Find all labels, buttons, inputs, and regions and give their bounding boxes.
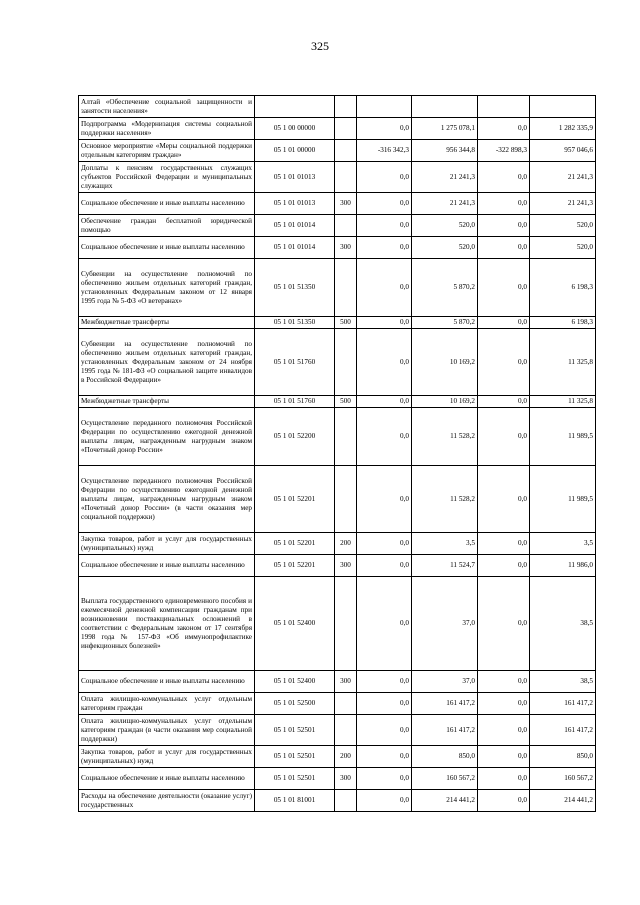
- row-code-cell: 05 1 01 52201: [255, 466, 335, 533]
- row-name-cell: Субвенции на осуществление полномочий по обеспечению жильем отдельных категорий граждан, установленных Федеральным законом от 24 ноября 1995 года № 181-ФЗ «О социальной защите инвалидов в Российской Федерации»: [79, 329, 255, 396]
- table-row: [79, 118, 596, 140]
- row-value-2-cell: 161 417,2: [412, 715, 478, 746]
- row-name-cell: Алтай «Обеспечение социальной защищенности и занятости населения»: [79, 96, 255, 118]
- table-row: [79, 215, 596, 237]
- row-value-1-cell: 0,0: [357, 577, 412, 671]
- row-value-3-cell: 0,0: [478, 790, 530, 812]
- row-code-cell: 05 1 01 52501: [255, 746, 335, 768]
- row-value-4-cell: 520,0: [530, 215, 596, 237]
- row-name-cell: Расходы на обеспечение деятельности (оказание услуг) государственных: [79, 790, 255, 812]
- table-row: [79, 259, 596, 317]
- row-value-3-cell: 0,0: [478, 693, 530, 715]
- row-value-1-cell: 0,0: [357, 466, 412, 533]
- row-code-cell: 05 1 01 01014: [255, 215, 335, 237]
- row-code-cell: 05 1 01 52201: [255, 533, 335, 555]
- row-name-cell: Социальное обеспечение и иные выплаты населению: [79, 237, 255, 259]
- table-row: [79, 555, 596, 577]
- row-value-1-cell: 0,0: [357, 162, 412, 193]
- table-row: [79, 693, 596, 715]
- row-value-4-cell: 214 441,2: [530, 790, 596, 812]
- row-value-3-cell: 0,0: [478, 408, 530, 466]
- row-value-4-cell: 21 241,3: [530, 162, 596, 193]
- row-value-1-cell: 0,0: [357, 790, 412, 812]
- row-value-1-cell: 0,0: [357, 259, 412, 317]
- table-row: [79, 790, 596, 812]
- row-vr-cell: [335, 715, 357, 746]
- row-vr-cell: 200: [335, 746, 357, 768]
- row-vr-cell: [335, 162, 357, 193]
- row-value-2-cell: 520,0: [412, 237, 478, 259]
- row-value-1-cell: 0,0: [357, 237, 412, 259]
- row-value-1-cell: -316 342,3: [357, 140, 412, 162]
- row-name-cell: Социальное обеспечение и иные выплаты населению: [79, 768, 255, 790]
- row-value-1-cell: 0,0: [357, 746, 412, 768]
- row-name-cell: Обеспечение граждан бесплатной юридической помощью: [79, 215, 255, 237]
- row-name-cell: Оплата жилищно-коммунальных услуг отдельным категориям граждан (в части оказания мер социальной поддержки): [79, 715, 255, 746]
- row-value-4-cell: 38,5: [530, 671, 596, 693]
- row-value-1-cell: 0,0: [357, 408, 412, 466]
- row-value-3-cell: 0,0: [478, 329, 530, 396]
- row-code-cell: 05 1 01 52400: [255, 671, 335, 693]
- row-code-cell: [255, 96, 335, 118]
- row-value-4-cell: 850,0: [530, 746, 596, 768]
- table-row: [79, 193, 596, 215]
- table-body: [79, 96, 596, 812]
- row-value-2-cell: 37,0: [412, 577, 478, 671]
- row-vr-cell: 300: [335, 768, 357, 790]
- row-value-3-cell: 0,0: [478, 555, 530, 577]
- row-value-4-cell: [530, 96, 596, 118]
- row-value-3-cell: 0,0: [478, 259, 530, 317]
- table-row: [79, 96, 596, 118]
- table-row: [79, 715, 596, 746]
- table-row: [79, 466, 596, 533]
- table-row: [79, 237, 596, 259]
- table-row: [79, 396, 596, 408]
- row-value-3-cell: 0,0: [478, 193, 530, 215]
- row-vr-cell: [335, 96, 357, 118]
- row-name-cell: Закупка товаров, работ и услуг для государственных (муниципальных) нужд: [79, 746, 255, 768]
- row-value-1-cell: [357, 96, 412, 118]
- row-name-cell: Осуществление переданного полномочия Российской Федерации по осуществлению ежегодной денежной выплаты лицам, награжденным нагрудным знаком «Почетный донор России» (в части оказания мер социальной поддержки): [79, 466, 255, 533]
- row-vr-cell: [335, 693, 357, 715]
- row-name-cell: Выплата государственного единовременного пособия и ежемесячной денежной компенсации гражданам при возникновении поствакцинальных осложнений в соответствии с Федеральным законом от 17 сентября 1998 года № 157-ФЗ «Об иммунопрофилактике инфекционных болезней»: [79, 577, 255, 671]
- row-value-2-cell: 11 528,2: [412, 466, 478, 533]
- row-value-4-cell: 161 417,2: [530, 715, 596, 746]
- row-value-1-cell: 0,0: [357, 329, 412, 396]
- row-value-2-cell: 956 344,8: [412, 140, 478, 162]
- row-value-3-cell: 0,0: [478, 577, 530, 671]
- row-name-cell: Социальное обеспечение и иные выплаты населению: [79, 193, 255, 215]
- row-value-3-cell: 0,0: [478, 162, 530, 193]
- row-value-4-cell: 3,5: [530, 533, 596, 555]
- row-value-2-cell: 11 528,2: [412, 408, 478, 466]
- row-value-3-cell: 0,0: [478, 118, 530, 140]
- row-value-1-cell: 0,0: [357, 768, 412, 790]
- row-value-4-cell: 6 198,3: [530, 259, 596, 317]
- row-value-4-cell: 161 417,2: [530, 693, 596, 715]
- table-row: [79, 408, 596, 466]
- row-vr-cell: 500: [335, 396, 357, 408]
- row-value-4-cell: 11 325,8: [530, 396, 596, 408]
- row-value-2-cell: 161 417,2: [412, 693, 478, 715]
- row-code-cell: 05 1 01 51760: [255, 329, 335, 396]
- row-value-4-cell: 11 325,8: [530, 329, 596, 396]
- row-vr-cell: 300: [335, 671, 357, 693]
- row-value-3-cell: 0,0: [478, 237, 530, 259]
- row-value-3-cell: 0,0: [478, 746, 530, 768]
- row-value-1-cell: 0,0: [357, 533, 412, 555]
- row-value-4-cell: 520,0: [530, 237, 596, 259]
- row-value-2-cell: 10 169,2: [412, 396, 478, 408]
- row-name-cell: Закупка товаров, работ и услуг для государственных (муниципальных) нужд: [79, 533, 255, 555]
- row-value-3-cell: 0,0: [478, 671, 530, 693]
- row-name-cell: Подпрограмма «Модернизация системы социальной поддержки населения»: [79, 118, 255, 140]
- row-code-cell: 05 1 01 52501: [255, 715, 335, 746]
- row-name-cell: Основное мероприятие «Меры социальной поддержки отдельным категориям граждан»: [79, 140, 255, 162]
- row-value-4-cell: 11 989,5: [530, 408, 596, 466]
- row-value-2-cell: 214 441,2: [412, 790, 478, 812]
- row-code-cell: 05 1 01 51760: [255, 396, 335, 408]
- row-value-4-cell: 38,5: [530, 577, 596, 671]
- table-row: [79, 533, 596, 555]
- row-value-1-cell: 0,0: [357, 215, 412, 237]
- row-value-3-cell: 0,0: [478, 396, 530, 408]
- row-value-2-cell: [412, 96, 478, 118]
- table-row: [79, 577, 596, 671]
- row-value-2-cell: 160 567,2: [412, 768, 478, 790]
- row-code-cell: 05 1 01 52400: [255, 577, 335, 671]
- row-vr-cell: [335, 790, 357, 812]
- row-code-cell: 05 1 00 00000: [255, 118, 335, 140]
- row-vr-cell: [335, 259, 357, 317]
- row-vr-cell: [335, 466, 357, 533]
- row-value-3-cell: 0,0: [478, 768, 530, 790]
- row-name-cell: Субвенции на осуществление полномочий по обеспечению жильем отдельных категорий граждан, установленных Федеральным законом от 12 января 1995 года № 5-ФЗ «О ветеранах»: [79, 259, 255, 317]
- row-value-1-cell: 0,0: [357, 396, 412, 408]
- row-value-3-cell: 0,0: [478, 317, 530, 329]
- row-name-cell: Межбюджетные трансферты: [79, 396, 255, 408]
- row-value-4-cell: 11 989,5: [530, 466, 596, 533]
- row-name-cell: Социальное обеспечение и иные выплаты населению: [79, 555, 255, 577]
- row-value-2-cell: 3,5: [412, 533, 478, 555]
- row-code-cell: 05 1 01 01013: [255, 162, 335, 193]
- row-value-3-cell: 0,0: [478, 466, 530, 533]
- row-code-cell: 05 1 01 01014: [255, 237, 335, 259]
- row-value-4-cell: 6 198,3: [530, 317, 596, 329]
- row-name-cell: Доплаты к пенсиям государственных служащих субъектов Российской Федерации и муниципальных служащих: [79, 162, 255, 193]
- page-number: 325: [311, 39, 329, 53]
- row-value-2-cell: 5 870,2: [412, 317, 478, 329]
- table-row: [79, 329, 596, 396]
- table-row: [79, 317, 596, 329]
- row-value-2-cell: 21 241,3: [412, 193, 478, 215]
- row-value-1-cell: 0,0: [357, 715, 412, 746]
- row-code-cell: 05 1 01 01013: [255, 193, 335, 215]
- row-code-cell: 05 1 01 52501: [255, 768, 335, 790]
- row-vr-cell: [335, 329, 357, 396]
- row-value-4-cell: 957 046,6: [530, 140, 596, 162]
- row-code-cell: 05 1 01 52200: [255, 408, 335, 466]
- row-value-2-cell: 1 275 078,1: [412, 118, 478, 140]
- row-code-cell: 05 1 01 81001: [255, 790, 335, 812]
- row-vr-cell: 300: [335, 193, 357, 215]
- table-row: [79, 162, 596, 193]
- row-vr-cell: 500: [335, 317, 357, 329]
- row-vr-cell: [335, 577, 357, 671]
- row-value-1-cell: 0,0: [357, 193, 412, 215]
- row-value-2-cell: 11 524,7: [412, 555, 478, 577]
- row-value-4-cell: 11 986,0: [530, 555, 596, 577]
- row-value-4-cell: 160 567,2: [530, 768, 596, 790]
- row-value-3-cell: 0,0: [478, 533, 530, 555]
- table-row: [79, 671, 596, 693]
- table-row: [79, 768, 596, 790]
- row-code-cell: 05 1 01 51350: [255, 317, 335, 329]
- row-code-cell: 05 1 01 52500: [255, 693, 335, 715]
- row-value-1-cell: 0,0: [357, 555, 412, 577]
- row-value-4-cell: 1 282 335,9: [530, 118, 596, 140]
- row-value-2-cell: 850,0: [412, 746, 478, 768]
- row-name-cell: Социальное обеспечение и иные выплаты населению: [79, 671, 255, 693]
- row-value-2-cell: 37,0: [412, 671, 478, 693]
- row-name-cell: Оплата жилищно-коммунальных услуг отдельным категориям граждан: [79, 693, 255, 715]
- budget-table: [78, 95, 596, 812]
- row-vr-cell: [335, 118, 357, 140]
- row-value-3-cell: 0,0: [478, 215, 530, 237]
- table-row: [79, 140, 596, 162]
- row-value-1-cell: 0,0: [357, 118, 412, 140]
- row-name-cell: Осуществление переданного полномочия Российской Федерации по осуществлению ежегодной денежной выплаты лицам, награжденным нагрудным знаком «Почетный донор России»: [79, 408, 255, 466]
- row-code-cell: 05 1 01 52201: [255, 555, 335, 577]
- row-vr-cell: 200: [335, 533, 357, 555]
- row-value-1-cell: 0,0: [357, 671, 412, 693]
- row-value-2-cell: 5 870,2: [412, 259, 478, 317]
- row-value-2-cell: 10 169,2: [412, 329, 478, 396]
- row-value-3-cell: -322 898,3: [478, 140, 530, 162]
- table-row: [79, 746, 596, 768]
- row-vr-cell: [335, 408, 357, 466]
- row-value-4-cell: 21 241,3: [530, 193, 596, 215]
- row-vr-cell: [335, 215, 357, 237]
- row-value-3-cell: [478, 96, 530, 118]
- row-code-cell: 05 1 01 00000: [255, 140, 335, 162]
- row-code-cell: 05 1 01 51350: [255, 259, 335, 317]
- row-vr-cell: 300: [335, 237, 357, 259]
- row-value-1-cell: 0,0: [357, 317, 412, 329]
- row-vr-cell: 300: [335, 555, 357, 577]
- row-value-2-cell: 520,0: [412, 215, 478, 237]
- row-value-3-cell: 0,0: [478, 715, 530, 746]
- row-value-2-cell: 21 241,3: [412, 162, 478, 193]
- row-value-1-cell: 0,0: [357, 693, 412, 715]
- row-vr-cell: [335, 140, 357, 162]
- row-name-cell: Межбюджетные трансферты: [79, 317, 255, 329]
